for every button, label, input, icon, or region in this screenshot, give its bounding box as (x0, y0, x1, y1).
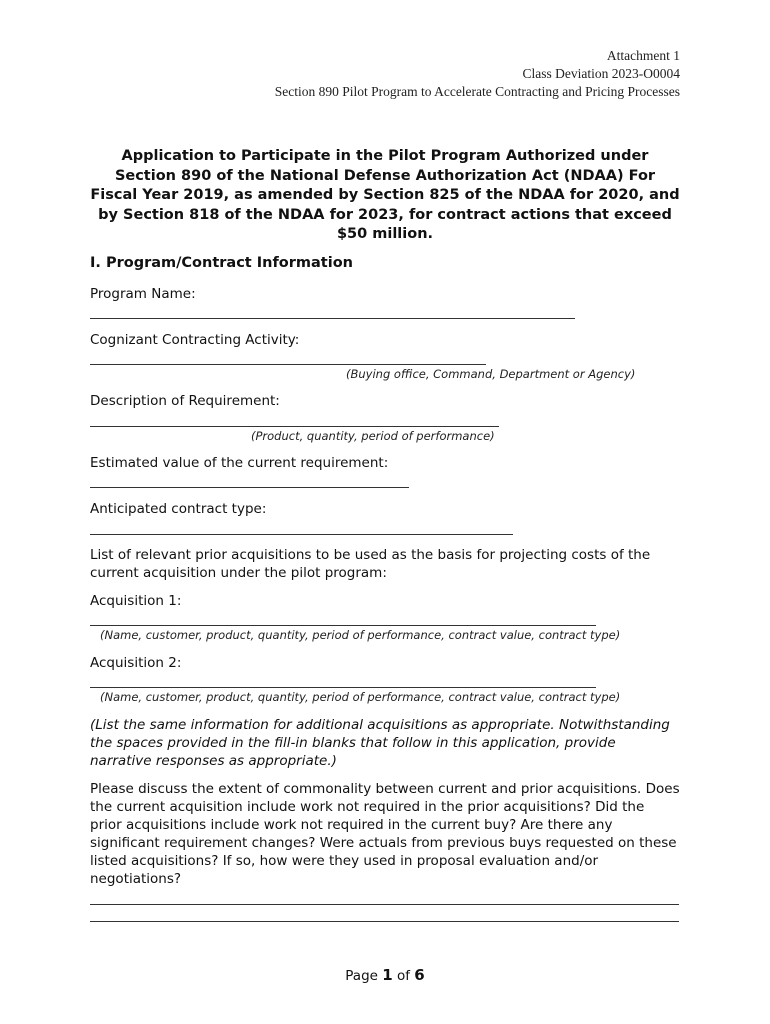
estimated-value-label: Estimated value of the current requirement: (90, 455, 389, 471)
page-footer (0, 966, 770, 984)
contract-type-label: Anticipated contract type: (90, 501, 267, 517)
attachment-label: Attachment 1 (606, 48, 680, 63)
program-name-field[interactable] (90, 318, 575, 319)
application-title: Application to Participate in the Pilot Program Authorized under Section 890 of the National Defense Authorization Act (NDAA) For Fiscal Year 2019, as amended by Section 825 of the NDAA for 2020, and by Section 818 of the NDAA for 2023, for contract actions that exceed $50 million. (90, 148, 680, 243)
estimated-value-field[interactable] (90, 487, 409, 488)
contracting-activity-hint: (Buying office, Command, Department or Agency) (346, 367, 636, 381)
of-word: of (396, 968, 410, 984)
acquisition-1-hint: (Name, customer, product, quantity, period of performance, contract value, contract type) (100, 628, 621, 642)
page-word: Page (345, 968, 378, 984)
commonality-question: Please discuss the extent of commonality between current and prior acquisitions. Does the current acquisition include work not required in the prior acquisitions? Did the prior acquisitions include work not required in the current buy? Are there any significant requirement changes? Were actuals from previous buys requested on these listed acquisitions? If so, how were they used in proposal evaluation and/or negotiations? (90, 781, 680, 887)
acquisition-2-field[interactable] (90, 687, 596, 688)
contracting-activity-field[interactable] (90, 364, 486, 365)
additional-acquisitions-note: (List the same information for additional acquisitions as appropriate. Notwithstanding the spaces provided in the fill-in blanks that follow in this application, provide narrative responses as appropriate.) (90, 717, 670, 769)
acquisition-2-hint: (Name, customer, product, quantity, period of performance, contract value, contract type) (100, 690, 621, 704)
section-heading: I. Program/Contract Information (90, 255, 353, 271)
description-field[interactable] (90, 426, 499, 427)
description-label: Description of Requirement: (90, 393, 280, 409)
acquisition-1-label: Acquisition 1: (90, 593, 182, 609)
document-header (275, 47, 680, 101)
contracting-activity-label: Cognizant Contracting Activity: (90, 332, 300, 348)
acquisition-1-field[interactable] (90, 625, 596, 626)
total-pages-number: 6 (414, 966, 425, 984)
current-page-number: 1 (382, 966, 393, 984)
program-name-label: Program Name: (90, 286, 196, 302)
program-subtitle: Section 890 Pilot Program to Accelerate Contracting and Pricing Processes (274, 84, 680, 99)
commonality-response-line-2[interactable] (90, 921, 679, 922)
contract-type-field[interactable] (90, 534, 513, 535)
description-hint: (Product, quantity, period of performance) (251, 429, 495, 443)
commonality-response-line-1[interactable] (90, 904, 679, 905)
prior-acquisitions-intro: List of relevant prior acquisitions to be used as the basis for projecting costs of the current acquisition under the pilot program: (90, 547, 651, 581)
class-deviation-label: Class Deviation 2023-O0004 (522, 66, 680, 81)
acquisition-2-label: Acquisition 2: (90, 655, 182, 671)
